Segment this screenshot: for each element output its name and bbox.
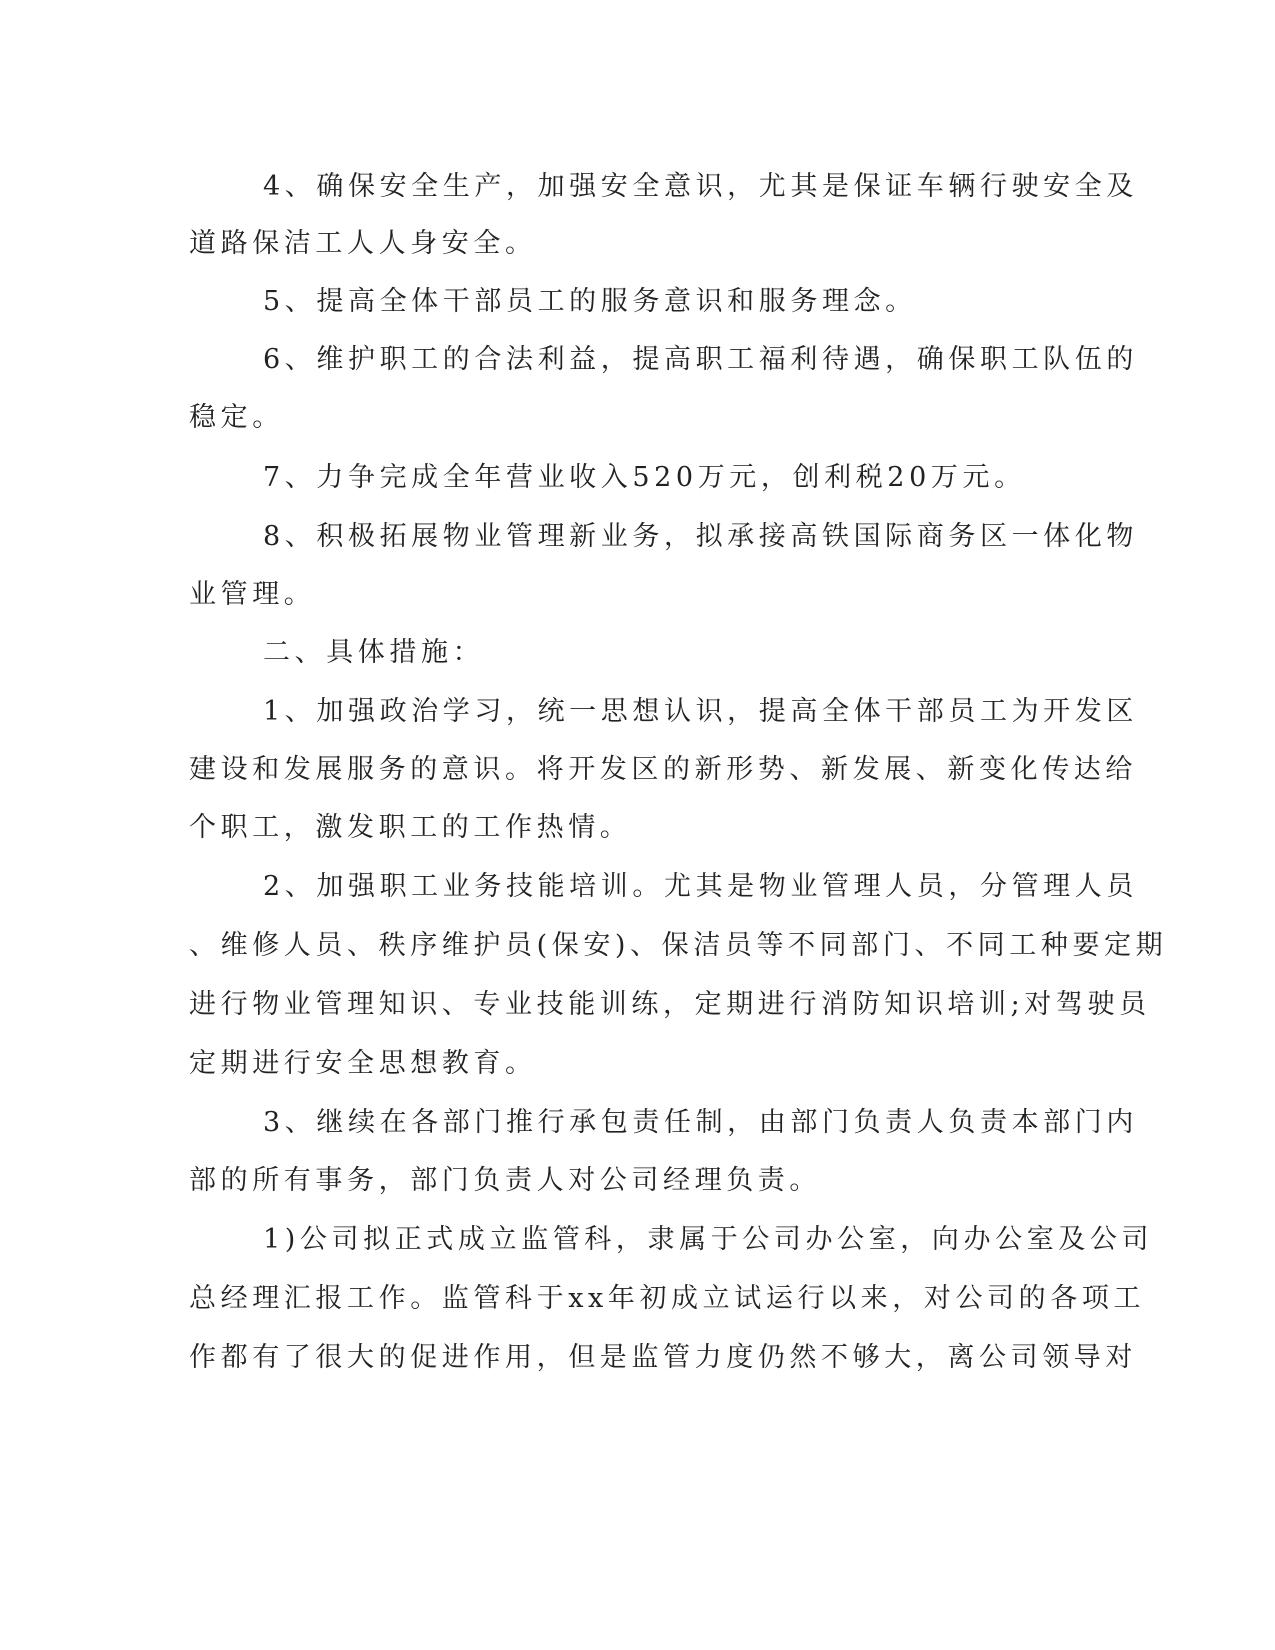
paragraph-line: 道路保洁工人人身安全。 — [189, 228, 537, 259]
paragraph-line: 3、继续在各部门推行承包责任制，由部门负责人负责本部门内 — [263, 1107, 1138, 1138]
paragraph-line: 5、提高全体干部员工的服务意识和服务理念。 — [263, 286, 917, 317]
paragraph-line: 进行物业管理知识、专业技能训练，定期进行消防知识培训;对驾驶员 — [189, 989, 1151, 1020]
paragraph-line: 8、积极拓展物业管理新业务，拟承接高铁国际商务区一体化物 — [263, 521, 1138, 552]
paragraph-line: 2、加强职工业务技能培训。尤其是物业管理人员，分管理人员 — [263, 871, 1138, 902]
paragraph-line: 1、加强政治学习，统一思想认识，提高全体干部员工为开发区 — [263, 696, 1138, 727]
paragraph-line: 6、维护职工的合法利益，提高职工福利待遇，确保职工队伍的 — [263, 344, 1138, 375]
paragraph-line: 总经理汇报工作。监管科于xx年初成立试运行以来，对公司的各项工 — [189, 1283, 1146, 1314]
paragraph-line: 4、确保安全生产，加强安全意识，尤其是保证车辆行驶安全及 — [263, 171, 1138, 202]
paragraph-line: 个职工，激发职工的工作热情。 — [189, 812, 632, 843]
section-heading: 二、具体措施： — [263, 637, 485, 668]
paragraph-line: 1)公司拟正式成立监管科，隶属于公司办公室，向办公室及公司 — [263, 1224, 1154, 1255]
paragraph-line: 、维修人员、秩序维护员(保安)、保洁员等不同部门、不同工种要定期 — [189, 930, 1168, 961]
paragraph-line: 稳定。 — [189, 402, 284, 433]
paragraph-line: 业管理。 — [189, 579, 316, 610]
paragraph-line: 7、力争完成全年营业收入520万元，创利税20万元。 — [263, 462, 1026, 493]
paragraph-line: 作都有了很大的促进作用，但是监管力度仍然不够大，离公司领导对 — [189, 1342, 1137, 1373]
paragraph-line: 部的所有事务，部门负责人对公司经理负责。 — [189, 1165, 821, 1196]
paragraph-line: 建设和发展服务的意识。将开发区的新形势、新发展、新变化传达给 — [189, 754, 1137, 785]
paragraph-line: 定期进行安全思想教育。 — [189, 1048, 537, 1079]
